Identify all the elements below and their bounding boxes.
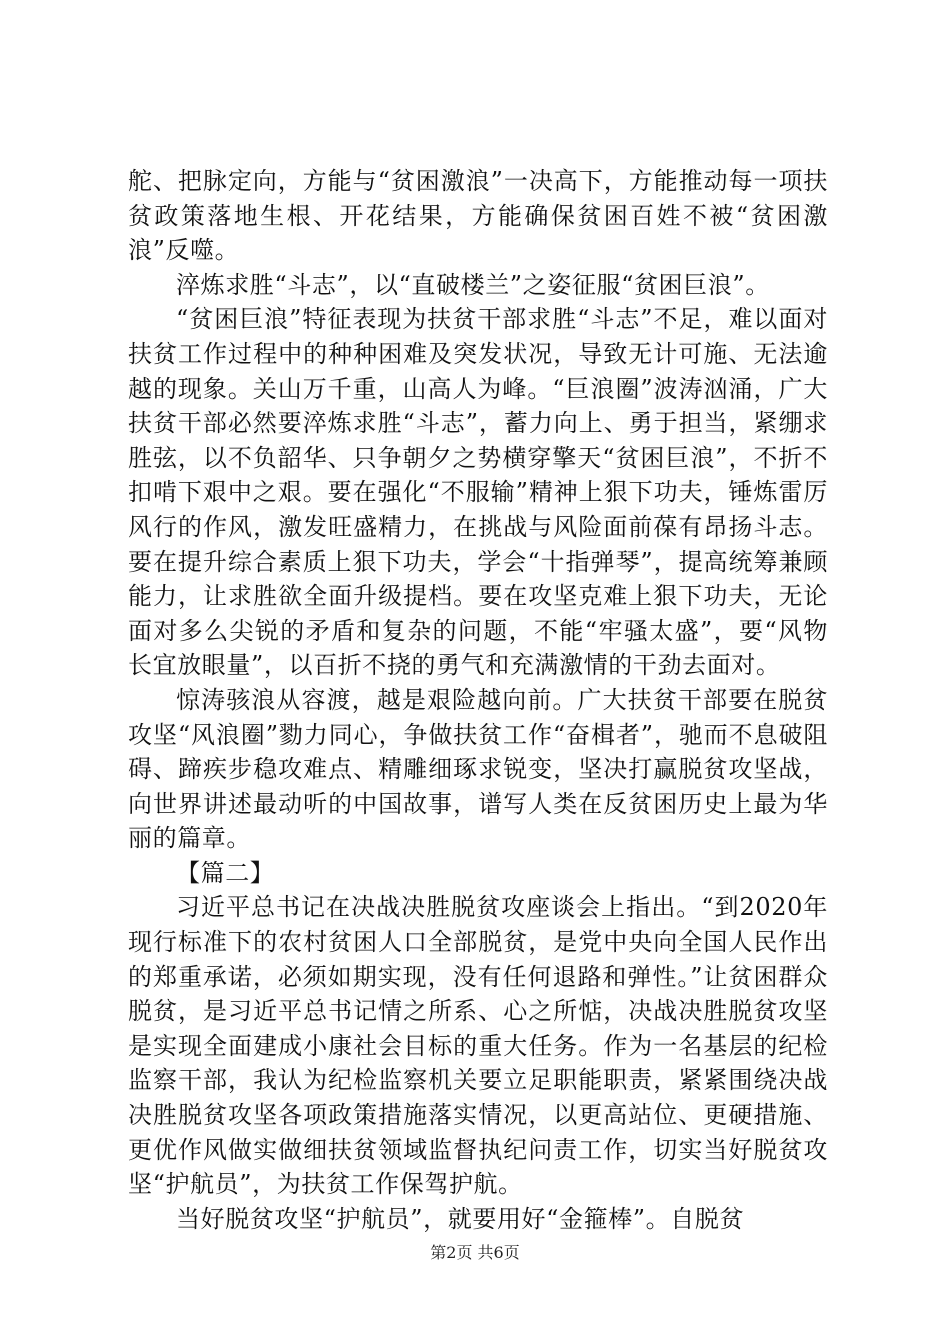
paragraph: 习近平总书记在决战决胜脱贫攻座谈会上指出。“到2020年现行标准下的农村贫困人口全部脱贫，是党中央向全国人民作出的郑重承诺，必须如期实现，没有任何退路和弹性。”让贫困群众脱贫，是习近平总书记情之所系、心之所惦，决战决胜脱贫攻坚是实现全面建成小康社会目标的重大任务。作为一名基层的纪检监察干部，我认为纪检监察机关要立足职能职责，紧紧围绕决战决胜脱贫攻坚各项政策措施落实情况，以更高站位、更硬措施、更优作风做实做细扶贫领域监督执纪问责工作，切实当好脱贫攻坚“护航员”，为扶贫工作保驾护航。 <box>128 893 828 1199</box>
paragraph: 惊涛骇浪从容渡，越是艰险越向前。广大扶贫干部要在脱贫攻坚“风浪圈”勠力同心，争做扶贫工作“奋楫者”，驰而不息破阻碍、蹄疾步稳攻难点、精雕细琢求锐变，坚决打赢脱贫攻坚战，向世界讲述最动听的中国故事，谱写人类在反贫困历史上最为华丽的篇章。 <box>128 685 828 853</box>
document-body <box>128 164 828 1236</box>
paragraph: 当好脱贫攻坚“护航员”，就要用好“金箍棒”。自脱贫 <box>176 1204 745 1233</box>
paragraph-heading-douzhi: 淬炼求胜“斗志”，以“直破楼兰”之姿征服“贫困巨浪”。 <box>176 270 770 299</box>
paragraph: “贫困巨浪”特征表现为扶贫干部求胜“斗志”不足，难以面对扶贫工作过程中的种种困难及突发状况，导致无计可施、无法逾越的现象。关山万千重，山高人为峰。“巨浪圈”波涛汹涌，广大扶贫干部必然要淬炼求胜“斗志”，蓄力向上、勇于担当，紧绷求胜弦，以不负韶华、只争朝夕之势横穿擎天“贫困巨浪”，不折不扣啃下艰中之艰。要在强化“不服输”精神上狠下功夫，锤炼雷厉风行的作风，激发旺盛精力，在挑战与风险面前葆有昂扬斗志。要在提升综合素质上狠下功夫，学会“十指弹琴”，提高统筹兼顾能力，让求胜欲全面升级提档。要在攻坚克难上狠下功夫，无论面对多么尖锐的矛盾和复杂的问题，不能“牢骚太盛”，要“风物长宜放眼量”，以百折不挠的勇气和充满激情的干劲去面对。 <box>128 305 828 680</box>
paragraph-continued: 舵、把脉定向，方能与“贫困激浪”一决高下，方能推动每一项扶贫政策落地生根、开花结果，方能确保贫困百姓不被“贫困激浪”反噬。 <box>128 167 828 265</box>
section-heading: 【篇二】 <box>176 858 275 887</box>
page-number-footer: 第2页 共6页 <box>430 1243 520 1262</box>
